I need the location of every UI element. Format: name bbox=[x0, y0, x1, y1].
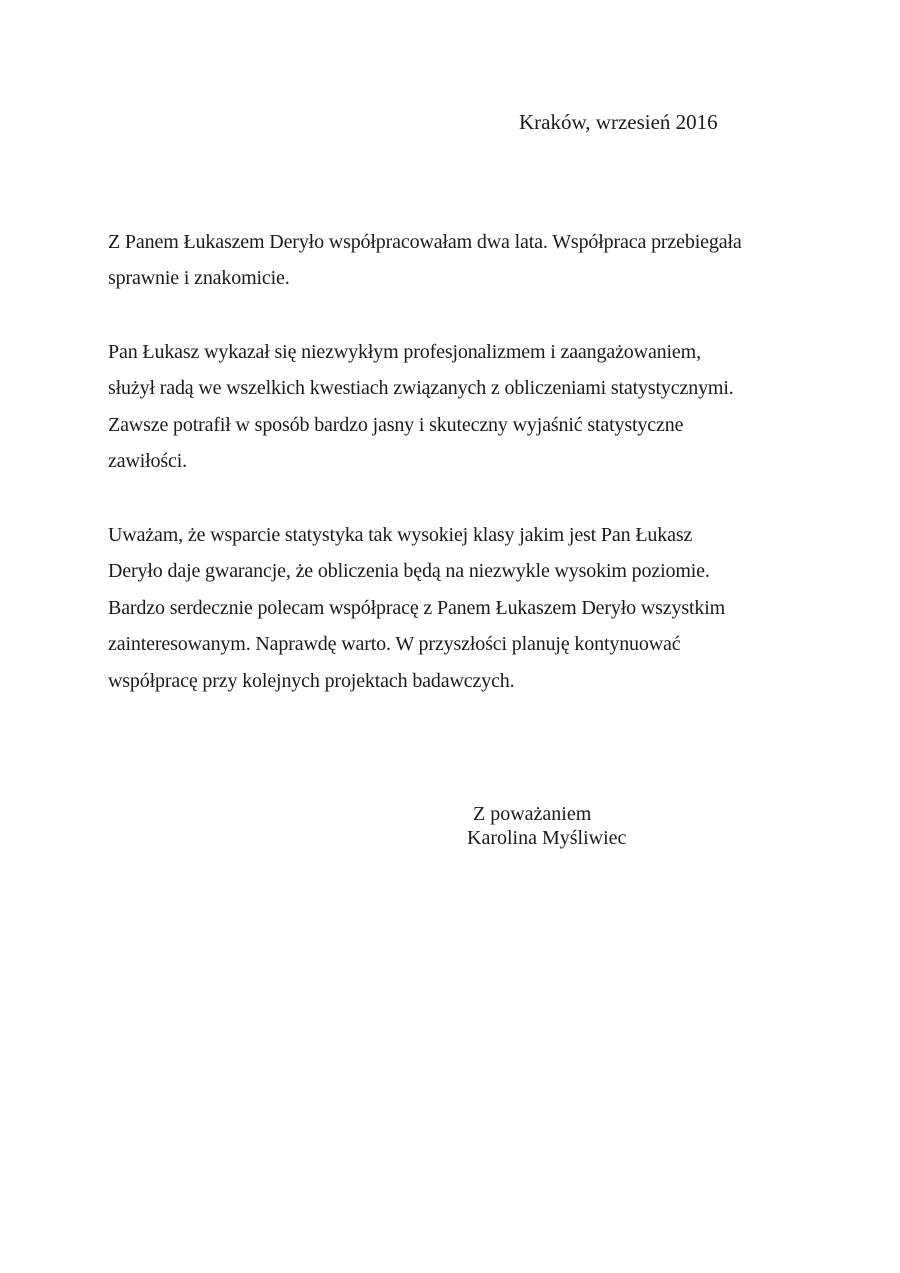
place-date: Kraków, wrzesień 2016 bbox=[519, 110, 718, 134]
paragraph-line: sprawnie i znakomicie. bbox=[108, 267, 290, 290]
paragraph-3 bbox=[108, 517, 808, 699]
paragraph-line: współpracę przy kolejnych projektach badawczych. bbox=[108, 669, 515, 692]
paragraph-line: służył radą we wszelkich kwestiach związanych z obliczeniami statystycznymi. bbox=[108, 377, 734, 400]
paragraph-2 bbox=[108, 334, 808, 480]
paragraph-line: Z Panem Łukaszem Deryło współpracowałam dwa lata. Współpraca przebiegała bbox=[108, 231, 742, 253]
paragraph-line: Uważam, że wsparcie statystyka tak wysokiej klasy jakim jest Pan Łukasz bbox=[108, 524, 693, 546]
paragraph-line: Bardzo serdecznie polecam współpracę z Panem Łukaszem Deryło wszystkim bbox=[108, 596, 726, 619]
paragraph-line: zainteresowanym. Naprawdę warto. W przyszłości planuję kontynuować bbox=[108, 633, 681, 656]
signature-closing: Z poważaniem bbox=[473, 803, 592, 825]
signature-name: Karolina Myśliwiec bbox=[467, 827, 627, 849]
paragraph-line: zawiłości. bbox=[108, 450, 188, 473]
paragraph-line: Pan Łukasz wykazał się niezwykłym profesjonalizmem i zaangażowaniem, bbox=[108, 341, 701, 363]
paragraph-line: Deryło daje gwarancje, że obliczenia będą na niezwykle wysokim poziomie. bbox=[108, 560, 710, 583]
paragraph-1 bbox=[108, 224, 808, 297]
paragraph-line: Zawsze potrafił w sposób bardzo jasny i skuteczny wyjaśnić statystyczne bbox=[108, 413, 684, 436]
